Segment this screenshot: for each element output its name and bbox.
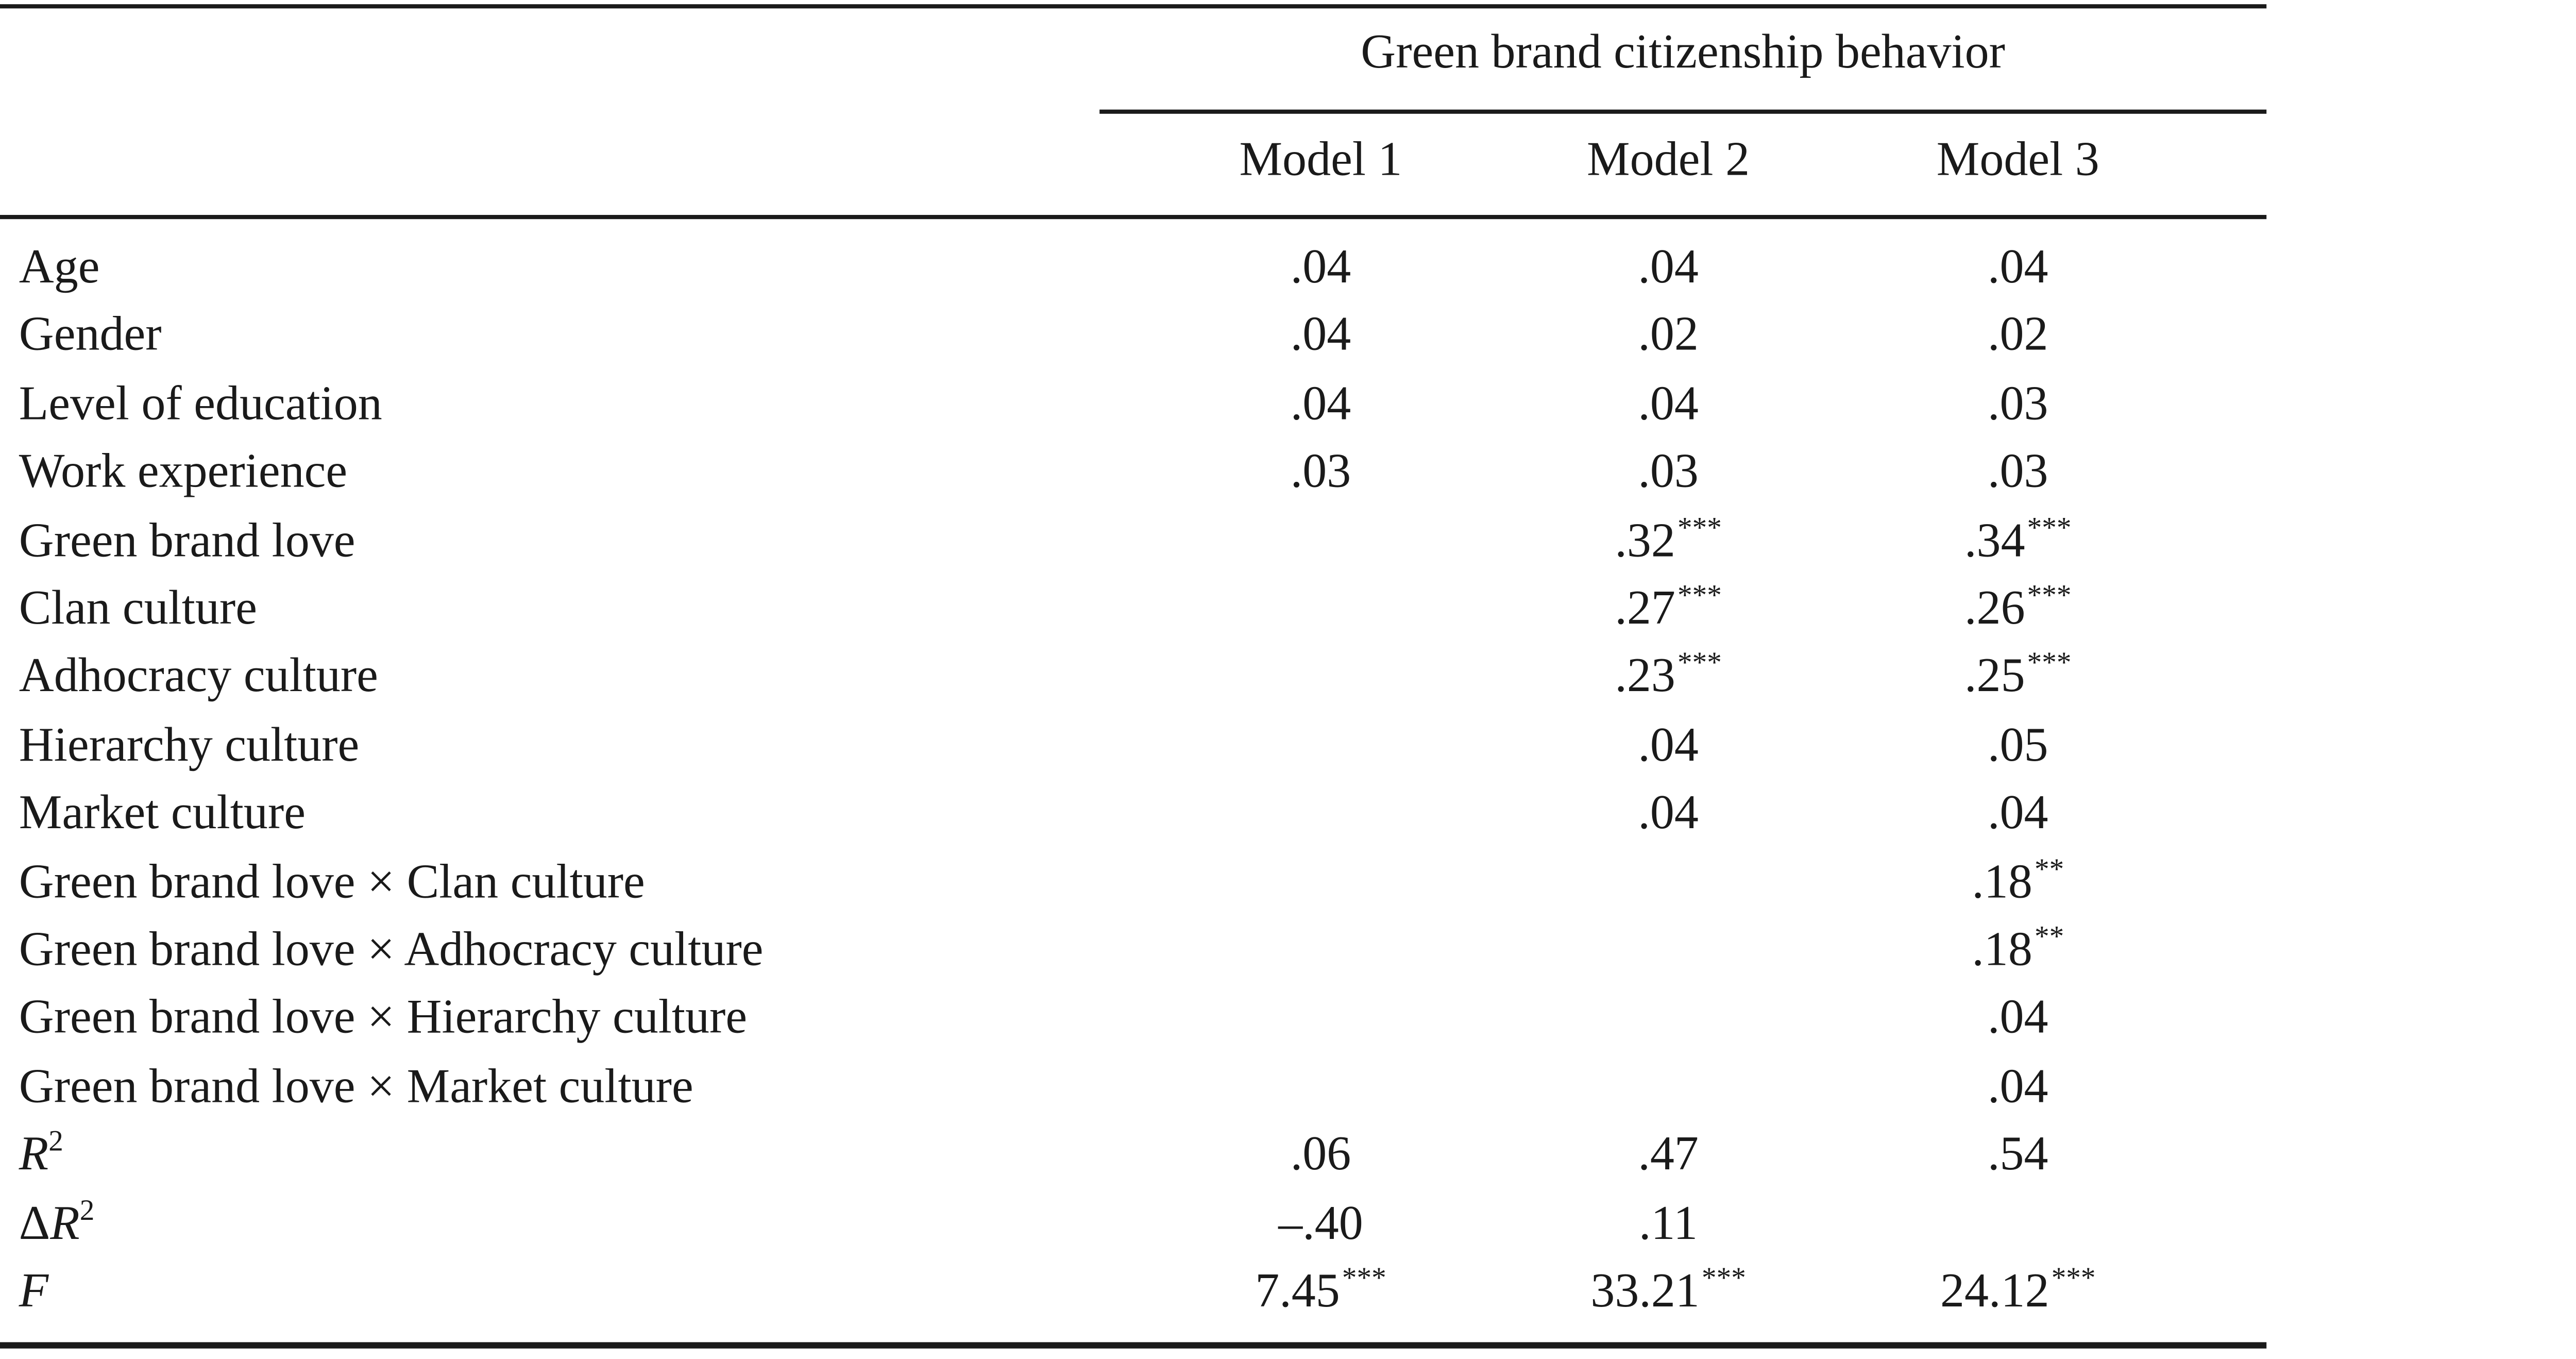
significance-stars: ***: [2027, 649, 2072, 682]
row-label: [19, 1059, 693, 1112]
significance-stars: ***: [1677, 513, 1722, 545]
cell-value: .03: [1988, 445, 2048, 498]
row-label: [19, 447, 347, 496]
table-cell: [1500, 447, 1837, 496]
row-label: [19, 377, 382, 430]
cell-value: .34: [1964, 513, 2025, 566]
significance-stars: ***: [2027, 581, 2072, 613]
cell-value: .04: [1988, 1059, 2048, 1112]
row-label-text: Market culture: [19, 786, 306, 839]
cell-value: .02: [1638, 308, 1699, 361]
cell-value: .04: [1290, 240, 1351, 293]
significance-stars: ***: [1677, 581, 1722, 613]
significance-stars: ***: [2051, 1264, 2096, 1296]
cell-value: .03: [1290, 445, 1351, 498]
cell-value: .27: [1615, 581, 1675, 634]
row-label-superscript: 2: [48, 1128, 63, 1160]
row-label-text: Green brand love × Hierarchy culture: [19, 991, 748, 1044]
cell-value: .02: [1988, 308, 2048, 361]
cell-value: .04: [1638, 377, 1699, 430]
group-header: Green brand citizenship behavior: [1361, 25, 2006, 78]
cell-value: .18: [1972, 922, 2032, 976]
row-label-text: R: [19, 1128, 49, 1181]
table-cell: [1500, 242, 1837, 291]
table-cell: [1850, 922, 2187, 976]
cell-value: .26: [1964, 581, 2025, 634]
cell-value: .05: [1988, 718, 2048, 771]
row-label-text: Green brand love × Clan culture: [19, 854, 645, 908]
row-label-superscript: 2: [79, 1196, 95, 1228]
row-label: [19, 788, 306, 837]
group-header-rule: [1099, 110, 2266, 113]
row-label: [19, 1128, 63, 1181]
cell-value: .04: [1988, 991, 2048, 1044]
table-cell: [1152, 308, 1489, 361]
row-label-text: Hierarchy culture: [19, 718, 360, 771]
table-cell: [1850, 1128, 2187, 1181]
table-cell: [1152, 1128, 1489, 1181]
row-label-text: Green brand love: [19, 513, 355, 566]
table-cell: [1850, 581, 2187, 634]
table-cell: [1152, 1198, 1489, 1247]
table-cell: [1850, 377, 2187, 430]
significance-stars: **: [2034, 922, 2064, 955]
cell-value: .25: [1964, 649, 2025, 703]
cell-value: .04: [1638, 786, 1699, 839]
cell-value: .11: [1639, 1196, 1698, 1249]
row-label: [19, 922, 764, 976]
table-cell: [1152, 242, 1489, 291]
row-label: [19, 1266, 48, 1315]
table-cell: [1500, 1266, 1837, 1315]
table-cell: [1850, 788, 2187, 837]
significance-stars: ***: [1342, 1264, 1386, 1296]
column-header-model-3: Model 3: [1936, 132, 2099, 186]
table-cell: [1500, 308, 1837, 361]
table-cell: [1850, 649, 2187, 703]
table-cell: [1152, 1266, 1489, 1315]
cell-value: –.40: [1278, 1196, 1363, 1249]
table-cell: [1850, 242, 2187, 291]
cell-value: 33.21: [1590, 1264, 1700, 1317]
table-cell: [1850, 515, 2187, 564]
table-cell: [1850, 718, 2187, 771]
table-bottom-rule: [0, 1342, 2266, 1347]
row-label-text: Clan culture: [19, 581, 257, 634]
cell-value: .23: [1615, 649, 1675, 703]
row-label-text: Green brand love × Market culture: [19, 1059, 693, 1112]
row-label-text: R: [50, 1196, 80, 1249]
row-label-text: Work experience: [19, 445, 348, 498]
table-cell: [1850, 993, 2187, 1042]
significance-stars: **: [2034, 854, 2064, 886]
cell-value: .03: [1988, 377, 2048, 430]
cell-value: 7.45: [1255, 1264, 1340, 1317]
table-cell: [1500, 581, 1837, 634]
cell-value: .04: [1290, 308, 1351, 361]
row-label-text: F: [19, 1264, 49, 1317]
table-top-rule: [0, 4, 2266, 7]
table-cell: [1500, 649, 1837, 703]
row-label: [19, 242, 100, 291]
row-label-prefix: Δ: [19, 1196, 50, 1249]
significance-stars: ***: [1701, 1264, 1746, 1296]
cell-value: .03: [1638, 445, 1699, 498]
table-cell: [1500, 1128, 1837, 1181]
cell-value: .47: [1638, 1128, 1699, 1181]
cell-value: .54: [1988, 1128, 2048, 1181]
row-label: [19, 515, 355, 564]
header-rule: [0, 215, 2266, 218]
table-cell: [1500, 788, 1837, 837]
table-cell: [1850, 1266, 2187, 1315]
table-cell: [1500, 1198, 1837, 1247]
row-label-text: Adhocracy culture: [19, 649, 378, 703]
cell-value: .32: [1615, 513, 1675, 566]
row-label: [19, 581, 257, 634]
column-header-model-2: Model 2: [1587, 132, 1750, 186]
row-label: [19, 1198, 95, 1247]
table-cell: [1152, 447, 1489, 496]
cell-value: .04: [1988, 240, 2048, 293]
table-cell: [1500, 515, 1837, 564]
row-label: [19, 718, 360, 771]
cell-value: 24.12: [1940, 1264, 2049, 1317]
cell-value: .04: [1638, 718, 1699, 771]
cell-value: .06: [1290, 1128, 1351, 1181]
table-cell: [1850, 854, 2187, 908]
cell-value: .04: [1638, 240, 1699, 293]
table-cell: [1152, 377, 1489, 430]
row-label: [19, 308, 162, 361]
row-label-text: Green brand love × Adhocracy culture: [19, 922, 764, 976]
table-cell: [1850, 447, 2187, 496]
cell-value: .04: [1290, 377, 1351, 430]
row-label: [19, 854, 645, 908]
significance-stars: ***: [1677, 649, 1722, 682]
row-label-text: Gender: [19, 308, 162, 361]
cell-value: .18: [1972, 854, 2032, 908]
row-label: [19, 993, 747, 1042]
cell-value: .04: [1988, 786, 2048, 839]
table-cell: [1500, 377, 1837, 430]
column-header-model-1: Model 1: [1239, 132, 1402, 186]
row-label-text: Age: [19, 240, 100, 293]
table-cell: [1500, 718, 1837, 771]
row-label-text: Level of education: [19, 377, 382, 430]
row-label: [19, 649, 378, 703]
table-cell: [1850, 308, 2187, 361]
significance-stars: ***: [2027, 513, 2072, 545]
table-cell: [1850, 1059, 2187, 1112]
